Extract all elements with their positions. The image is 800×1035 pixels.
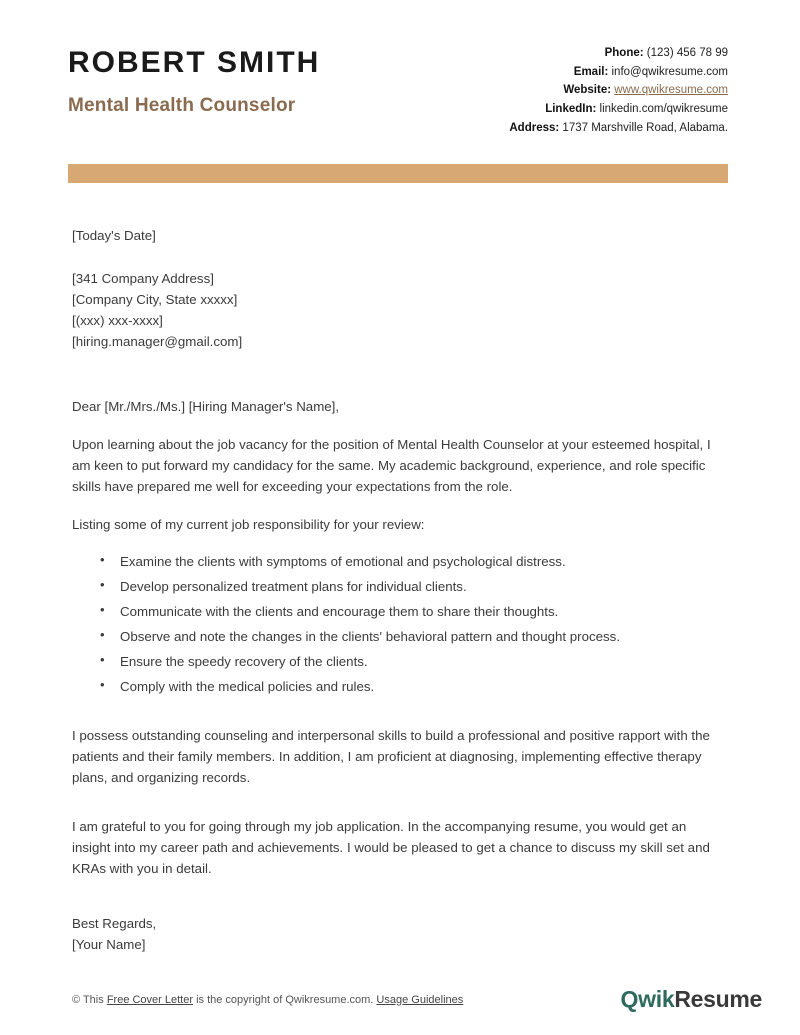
list-item: • Examine the clients with symptoms of emotional and psychological distress. (106, 551, 720, 572)
contact-phone-value: (123) 456 78 99 (646, 47, 728, 59)
applicant-job-title: Mental Health Counselor (68, 95, 296, 116)
contact-website-label: Website: (563, 84, 612, 97)
applicant-name: ROBERT SMITH (68, 46, 321, 79)
contact-email (509, 63, 728, 82)
usage-guidelines-link[interactable]: Usage Guidelines (376, 993, 464, 1006)
list-item: • Communicate with the clients and encourage them to share their thoughts. (106, 601, 720, 622)
contact-website-link[interactable]: www.qwikresume.com (614, 84, 728, 97)
recipient-line-2: [Company City, State xxxxx] (72, 291, 238, 307)
brand-name-first: Qwik (620, 986, 675, 1012)
contact-details (509, 38, 728, 138)
contact-website (509, 81, 728, 100)
list-item: • Observe and note the changes in the clients' behavioral pattern and thought process. (106, 626, 720, 647)
letter-paragraph-4: I am grateful to you for going through my job application. In the accompanying resume, you would get an insight into my career path and achievements. I would be pleased to get a chance to discuss my skill set and KRAs with you in detail. (72, 818, 710, 876)
document-header (0, 0, 800, 138)
contact-linkedin-label: LinkedIn: (545, 103, 597, 116)
letter-paragraph-1: Upon learning about the job vacancy for the position of Mental Health Counselor at your esteemed hospital, I am keen to put forward my candidacy for the same. My academic background, experience, and role specific skills have prepared me well for exceeding your expectations from the role. (72, 436, 711, 494)
accent-divider-bar (68, 164, 728, 183)
identity-block (68, 38, 320, 117)
contact-linkedin (509, 100, 728, 119)
letter-paragraph-3: I possess outstanding counseling and interpersonal skills to build a professional and positive rapport with the patients and their family members. In addition, I am proficient at diagnosing, implementing effective therapy plans, and organizing records. (72, 727, 710, 785)
contact-address-value: 1737 Marshville Road, Alabama. (562, 121, 728, 134)
recipient-line-1: [341 Company Address] (72, 270, 214, 286)
letter-date: [Today's Date] (72, 227, 156, 243)
footer-copyright-prefix: © This (72, 993, 107, 1006)
list-item: • Comply with the medical policies and rules. (106, 676, 720, 697)
contact-address-label: Address: (509, 121, 560, 134)
contact-address (509, 119, 728, 138)
contact-linkedin-value: linkedin.com/qwikresume (599, 103, 728, 116)
list-item: • Develop personalized treatment plans for individual clients. (106, 576, 720, 597)
letter-closing (72, 913, 720, 955)
free-cover-letter-link[interactable]: Free Cover Letter (106, 993, 194, 1006)
footer-copyright (72, 994, 463, 1006)
recipient-line-4: [hiring.manager@gmail.com] (72, 333, 243, 349)
brand-name-second: Resume (674, 986, 762, 1012)
recipient-line-3: [(xxx) xxx-xxxx] (72, 312, 163, 328)
list-item: • Ensure the speedy recovery of the clients. (106, 651, 720, 672)
signature-name: [Your Name] (72, 936, 146, 952)
responsibilities-list (72, 551, 720, 697)
contact-email-value: info@qwikresume.com (611, 65, 728, 78)
letter-salutation: Dear [Mr./Mrs./Ms.] [Hiring Manager's Name], (72, 398, 340, 414)
letter-body (0, 225, 800, 955)
recipient-address-block (72, 268, 720, 352)
qwikresume-logo[interactable] (621, 986, 762, 1013)
footer-copyright-middle: is the copyright of Qwikresume.com. (193, 993, 377, 1006)
document-footer (0, 986, 800, 1013)
sign-off: Best Regards, (72, 915, 157, 931)
letter-paragraph-2: Listing some of my current job responsibility for your review: (72, 516, 425, 532)
contact-phone-label: Phone: (604, 47, 644, 59)
contact-phone (509, 44, 728, 63)
contact-email-label: Email: (573, 65, 609, 78)
